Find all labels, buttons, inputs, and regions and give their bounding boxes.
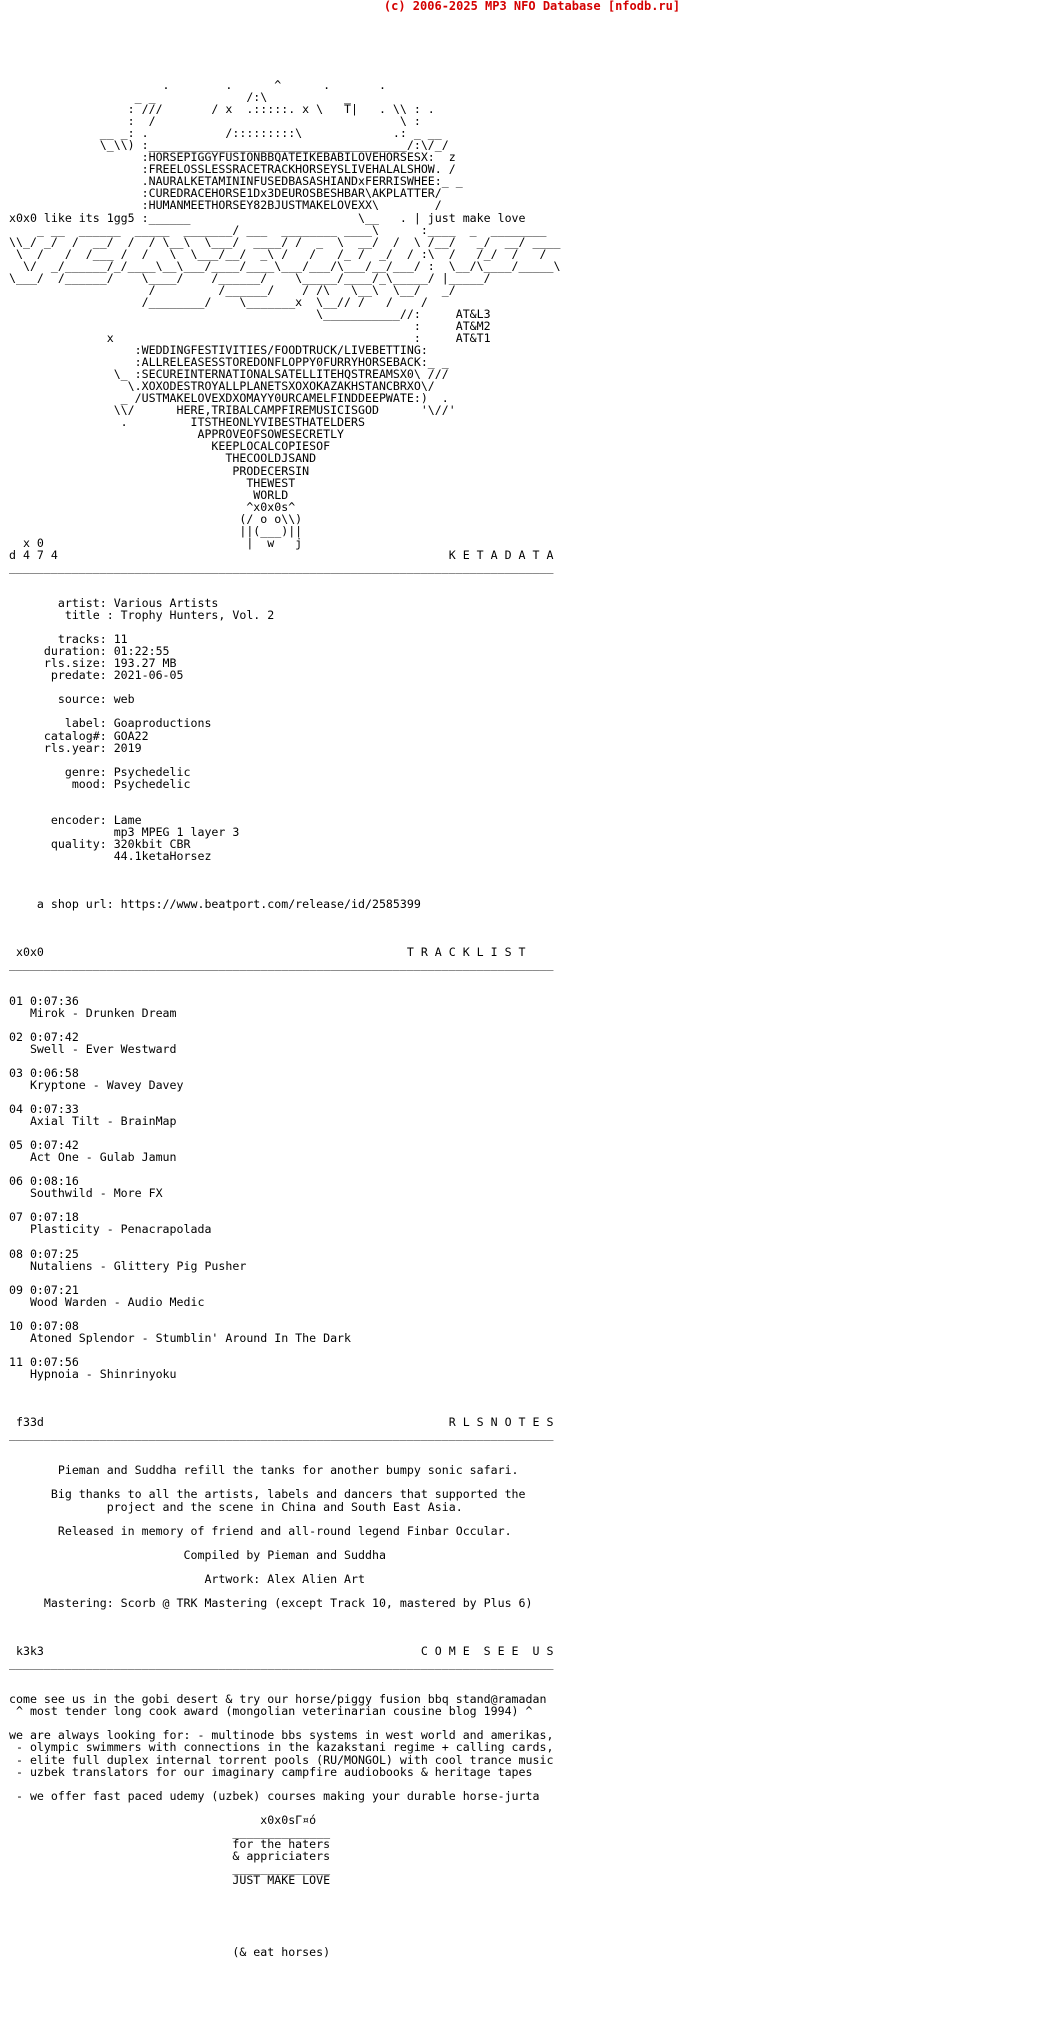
nfo-text: . . ^ . . _ _ /:\ _ : /// / x .:::::. x \ T| . \\ : . : / \ : __ _: . /:::::::::\ .: _ __ \_\\) :_____________________________________/:\/_/ :HORSEPIGGYFUSIONBBQATEIKEBABILOVEHORSESX: z :FREELOSSLESSRACETRACKHORSEYSLIVEHALALSHOW. / .NAURALKETAMININFUSEDBASASHIANDxFERRISWHEE:_ _ :CUREDRACEHORSE1Dx3DEUROSBESHBAR\AKPLATTER/ :HUMANMEETHORSEY82BJUSTMAKELOVEXX\ / x0x0 like its 1gg5 :______ \__ . | just make love _ __ ______ _____ _______/ ___ ________ ____\ :____ _ ________ \\_/ _/ / __/ / / \__\ \___/ ____/ / _ \ __/ / \ /__/ _/ __/ ____ \ / / /___ / / \ \___/__/ _\ / / /_ / _/ / :\ / /_/ / / \/ _/______/_/____\__\___/____/____\___/___/\___/__/___/ : \__/\____/_____\ \___/ /______/ \____/ /______/ \_____/____/_\_____/ |_____/ / /______/ / /\ \__\ \__/ _/ /________/ \_______x \__// / / / \___________//: AT&L3 : AT&M2 x : AT&T1 :WEDDINGFESTIVITIES/FOODTRUCK/LIVEBETTING: :ALLRELEASESSTOREDONFLOPPY0FURRYHORSEBACK:_ _ \_ :SECUREINTERNATIONALSATELLITEHQSTREAMSX0\ /// \.XOXODESTROYALLPLANETSXOXOKAZAKHSTANCBRXO\/ _ /USTMAKELOVEXDXOMAYY0URCAMELFINDDEEPWATE:) . \\/ HERE,TRIBALCAMPFIREMUSICISGOD '\//' . ITSTHEONLYVIBESTHATELDERS APPROVEOFSOWESECRETLY KEEPLOCALCOPIESOF THECOOLDJSAND PRODECERSIN THEWEST WORLD ^x0x0s^ (/ o o\\) ||(___)|| x 0 | w j d 4 7 4 K E T A D A T A ______________________________________________________________________________ artist: Various Artists title : Trophy Hunters, Vol. 2 tracks: 11 duration: 01:22:55 rls.size: 193.27 MB predate: 2021-06-05 source: web label: Goaproductions catalog#: GOA22 rls.year: 2019 genre: Psychedelic mood: Psychedelic encoder: Lame mp3 MPEG 1 layer 3 quality: 320kbit CBR 44.1ketaHorsez a shop url: https://www.beatport.com/release/id/2585399 x0x0 T R A C K L I S T ______________________________________________________________________________ 01 0:07:36 Mirok - Drunken Dream 02 0:07:42 Swell - Ever Westward 03 0:06:58 Kryptone - Wavey Davey 04 0:07:33 Axial Tilt - BrainMap 05 0:07:42 Act One - Gulab Jamun 06 0:08:16 Southwild - More FX 07 0:07:18 Plasticity - Penacrapolada 08 0:07:25 Nutaliens - Glittery Pig Pusher 09 0:07:21 Wood Warden - Audio Medic 10 0:07:08 Atoned Splendor - Stumblin' Around In The Dark 11 0:07:56 Hypnoia - Shinrinyoku f33d R L S N O T E S ______________________________________________________________________________ Pieman and Suddha refill the tanks for another bumpy sonic safari. Big thanks to all the artists, labels and dancers that supported the project and the scene in China and South East Asia. Released in memory of friend and all-round legend Finbar Occular. Compiled by Pieman and Suddha Artwork: Alex Alien Art Mastering: Scorb @ TRK Mastering (except Track 10, mastered by Plus 6) k3k3 C O M E S E E U S ______________________________________________________________________________ come see us in the gobi desert & try our horse/piggy fusion bbq stand@ramadan ^ most tender long cook award (mongolian veterinarian cousine blog 1994) ^ we are always looking for: - multinode bbs systems in west world and amerikas, - olympic swimmers with connections in the kazakstani regime + calling cards, - elite full duplex internal torrent pools (RU/MONGOL) with cool trance music - uzbek translators for our imaginary campfire audiobooks & heritage tapes - we offer fast paced udemy (uzbek) courses making your durable horse-jurta x0x0sГ¤ó ______________ for the haters & appriciaters ______________ JUST MAKE LOVE (& eat horses) — [9, 78, 561, 1960]
copyright-banner: (c) 2006-2025 MP3 NFO Database [nfodb.ru] — [383, 0, 681, 13]
